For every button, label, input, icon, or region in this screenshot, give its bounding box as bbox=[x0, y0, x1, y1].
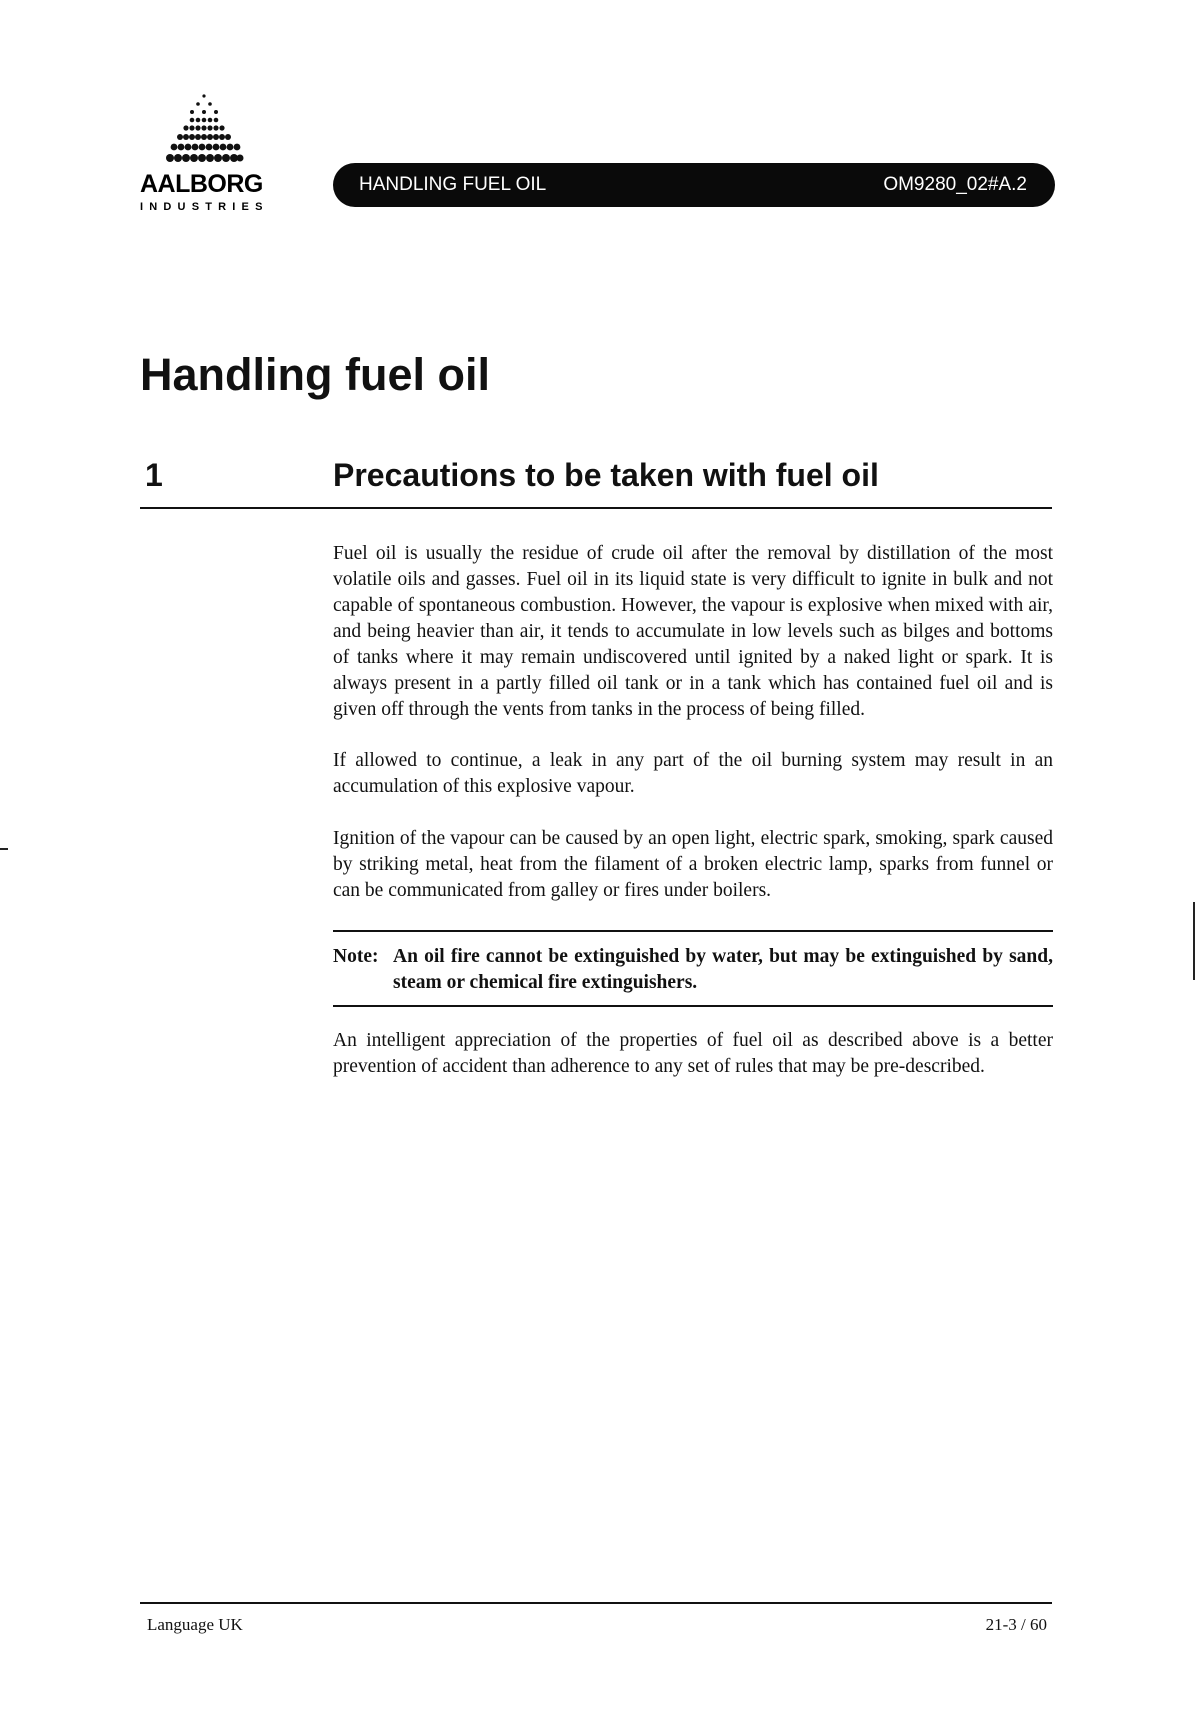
logo-dots-icon bbox=[164, 92, 244, 170]
footer-language: Language UK bbox=[147, 1615, 243, 1634]
header-doc-code: OM9280_02#A.2 bbox=[883, 174, 1027, 195]
paragraph-2: If allowed to continue, a leak in any part of the oil burning system may result in an accumulation of this explosive vapour. bbox=[333, 750, 1053, 797]
section-number: 1 bbox=[145, 457, 163, 493]
section-divider bbox=[140, 507, 1052, 509]
note-box bbox=[333, 930, 1053, 1007]
paragraph-1: Fuel oil is usually the residue of crude oil after the removal by distillation of the most volatile oils and gasses. Fuel oil in its liquid state is very difficult to ignite in bulk and not capable of spontaneous combustion. However, the vapour is explosive when mixed with air, and being heavier than air, it tends to accumulate in low levels such as bilges and bottoms of tanks where it may remain undiscovered until ignited by a naked light or spark. It is always present in a partly filled oil tank or in a tank which has contained fuel oil and is given off through the vents from tanks in the process of being filled. bbox=[333, 543, 1053, 720]
logo-name: AALBORG bbox=[140, 170, 263, 198]
company-logo bbox=[140, 92, 270, 214]
logo-subtitle: INDUSTRIES bbox=[140, 201, 269, 213]
footer-page-number: 21-3 / 60 bbox=[985, 1615, 1047, 1634]
paragraph-3: Ignition of the vapour can be caused by an open light, electric spark, smoking, spark caused by striking metal, heat from the filament of a broken electric lamp, sparks from funnel or can be communicated from galley or fires under boilers. bbox=[333, 828, 1053, 901]
paragraph-4: An intelligent appreciation of the properties of fuel oil as described above is a better prevention of accident than adherence to any set of rules that may be pre-described. bbox=[333, 1030, 1053, 1077]
page-title: Handling fuel oil bbox=[140, 349, 490, 400]
note-text: An oil fire cannot be extinguished by water, but may be extinguished by sand, steam or chemical fire extinguishers. bbox=[393, 946, 1053, 993]
note-label: Note: bbox=[333, 946, 379, 967]
header-section-label: HANDLING FUEL OIL bbox=[359, 174, 547, 195]
header-bar bbox=[333, 163, 1055, 207]
scan-margin-mark bbox=[0, 848, 8, 850]
scan-margin-mark bbox=[1193, 902, 1195, 980]
section-title: Precautions to be taken with fuel oil bbox=[333, 457, 879, 493]
footer-divider bbox=[140, 1602, 1052, 1604]
